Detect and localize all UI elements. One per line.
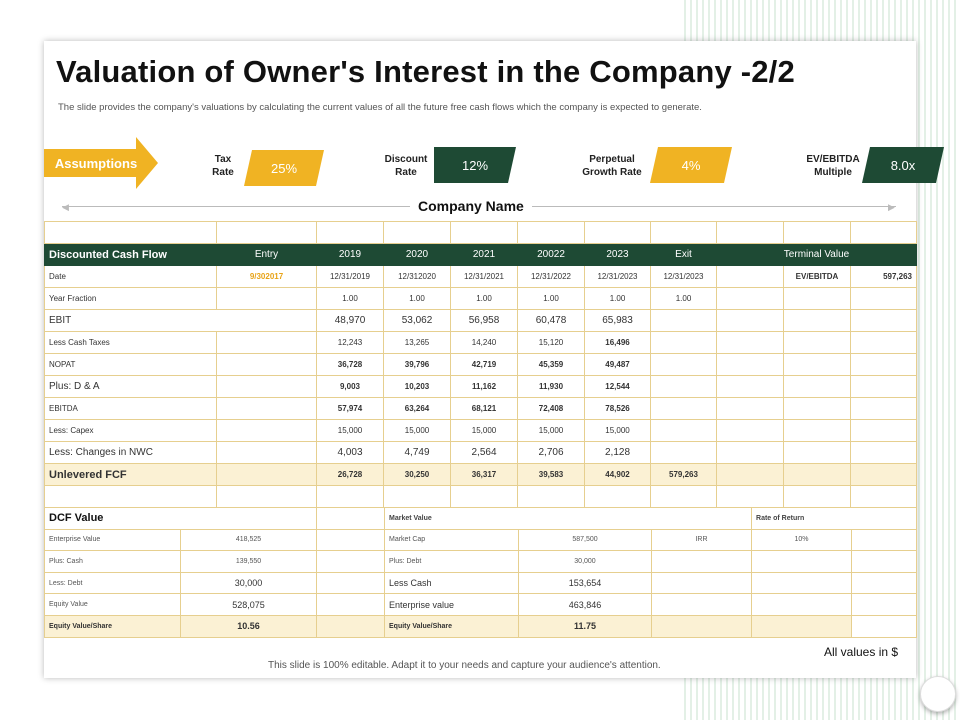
table-cell <box>784 464 851 486</box>
row-label: Year Fraction <box>45 288 217 310</box>
table-cell: 12/312020 <box>384 266 451 288</box>
table-cell: 1.00 <box>451 288 518 310</box>
row-label: Enterprise value <box>385 594 519 616</box>
table-cell <box>784 420 851 442</box>
table-row <box>45 332 917 354</box>
table-cell <box>851 398 917 420</box>
table-cell: 12/31/2023 <box>585 266 651 288</box>
dcf-value-title: DCF Value <box>45 508 317 530</box>
row-label: Less Cash <box>385 572 519 594</box>
ev-ebitda-label-line2: Multiple <box>814 167 852 178</box>
table-cell <box>752 594 852 616</box>
table-cell: 528,075 <box>181 594 317 616</box>
discount-rate-label <box>378 153 434 179</box>
table-cell <box>851 420 917 442</box>
table-cell <box>784 398 851 420</box>
table-row <box>45 266 917 288</box>
table-cell <box>717 398 784 420</box>
row-label: Unlevered FCF <box>45 464 217 486</box>
table-cell <box>651 376 717 398</box>
valuation-table <box>44 507 917 638</box>
rate-of-return-title: Rate of Return <box>752 508 917 530</box>
table-row <box>45 398 917 420</box>
perpetual-growth-box <box>650 147 732 183</box>
table-cell <box>784 310 851 332</box>
header-cell: Terminal Value <box>717 244 917 266</box>
table-cell: 1.00 <box>384 288 451 310</box>
tax-rate-box <box>244 150 324 186</box>
table-cell <box>651 420 717 442</box>
table-cell: 4,749 <box>384 442 451 464</box>
slide-subtitle: The slide provides the company's valuations by calculating the current values of all the future free cash flows which the company is expected to generate. <box>58 102 702 113</box>
table-cell: 30,250 <box>384 464 451 486</box>
table-cell: 2,128 <box>585 442 651 464</box>
tax-rate-label-line1: Tax <box>214 154 232 165</box>
arrow-right-icon: ▶ <box>888 202 895 212</box>
table-row <box>45 594 917 616</box>
table-cell <box>752 572 852 594</box>
table-cell <box>652 615 752 637</box>
row-label: Less: Changes in NWC <box>45 442 217 464</box>
all-values-note: All values in $ <box>824 645 899 659</box>
table-cell <box>852 615 917 637</box>
table-cell <box>851 310 917 332</box>
table-cell <box>651 442 717 464</box>
table-cell: 12/31/2021 <box>451 266 518 288</box>
tax-rate-label <box>198 153 248 179</box>
table-cell: 48,970 <box>317 310 384 332</box>
table-cell: 72,408 <box>518 398 585 420</box>
table-row <box>45 442 917 464</box>
row-label: Less: Debt <box>45 572 181 594</box>
table-cell <box>651 398 717 420</box>
table-cell <box>717 376 784 398</box>
table-cell <box>652 594 752 616</box>
table-cell: IRR <box>652 529 752 551</box>
market-value-title: Market Value <box>385 508 752 530</box>
table-cell <box>784 442 851 464</box>
table-cell: 60,478 <box>518 310 585 332</box>
table-row <box>45 354 917 376</box>
table-cell: 68,121 <box>451 398 518 420</box>
table-cell <box>851 354 917 376</box>
table-cell <box>317 508 385 530</box>
table-cell: 53,062 <box>384 310 451 332</box>
row-label: Equity Value/Share <box>385 615 519 637</box>
ev-ebitda-box <box>862 147 944 183</box>
table-cell <box>752 551 852 573</box>
table-cell: 11,930 <box>518 376 585 398</box>
table-row <box>45 572 917 594</box>
table-cell: 56,958 <box>451 310 518 332</box>
table-cell <box>217 398 317 420</box>
table-cell: EV/EBITDA <box>784 266 851 288</box>
table-cell: 57,974 <box>317 398 384 420</box>
table-cell <box>717 332 784 354</box>
table-cell: 12/31/2023 <box>651 266 717 288</box>
table-cell: 9,003 <box>317 376 384 398</box>
header-cell: 2021 <box>451 244 518 266</box>
dcf-header-row <box>45 244 917 266</box>
table-cell: 12,243 <box>317 332 384 354</box>
discount-rate-value: 12% <box>461 157 489 173</box>
table-cell: 463,846 <box>519 594 652 616</box>
table-cell <box>317 594 385 616</box>
discount-rate-box <box>434 147 516 183</box>
table-cell <box>784 376 851 398</box>
table-cell: 78,526 <box>585 398 651 420</box>
table-row <box>45 551 917 573</box>
table-cell: 15,000 <box>518 420 585 442</box>
table-cell: 139,550 <box>181 551 317 573</box>
table-cell: 15,000 <box>317 420 384 442</box>
row-label: Equity Value/Share <box>45 615 181 637</box>
company-name: Company Name <box>410 198 532 214</box>
table-cell <box>217 442 317 464</box>
table-cell <box>717 420 784 442</box>
row-label: EBITDA <box>45 398 217 420</box>
table-cell: 65,983 <box>585 310 651 332</box>
row-label: Plus: Cash <box>45 551 181 573</box>
perpetual-growth-value: 4% <box>681 157 701 173</box>
table-cell: 9/302017 <box>217 266 317 288</box>
arrow-left-icon: ◀ <box>62 202 69 212</box>
header-cell: Discounted Cash Flow <box>45 244 217 266</box>
table-row <box>45 486 917 508</box>
tax-rate-label-line2: Rate <box>212 167 234 178</box>
table-cell: 1.00 <box>518 288 585 310</box>
table-cell <box>317 529 385 551</box>
table-cell: 15,000 <box>384 420 451 442</box>
slide-footer: This slide is 100% editable. Adapt it to your needs and capture your audience's attention. <box>268 660 661 671</box>
table-cell: 10% <box>752 529 852 551</box>
header-cell: 2023 <box>585 244 651 266</box>
table-cell: 579,263 <box>651 464 717 486</box>
table-cell <box>652 572 752 594</box>
table-cell: 11,162 <box>451 376 518 398</box>
table-cell: 39,583 <box>518 464 585 486</box>
slide-title: Valuation of Owner's Interest in the Company -2/2 <box>56 54 795 89</box>
table-cell: 153,654 <box>519 572 652 594</box>
row-label: Less Cash Taxes <box>45 332 217 354</box>
ev-ebitda-value: 8.0x <box>890 157 916 173</box>
corner-circle-icon[interactable] <box>920 676 956 712</box>
table-cell: 30,000 <box>519 551 652 573</box>
assumptions-label: Assumptions <box>54 155 138 171</box>
table-cell <box>752 615 852 637</box>
table-cell <box>651 332 717 354</box>
row-label: NOPAT <box>45 354 217 376</box>
table-cell: 597,263 <box>851 266 917 288</box>
table-cell: 26,728 <box>317 464 384 486</box>
table-cell: 418,525 <box>181 529 317 551</box>
table-cell: 4,003 <box>317 442 384 464</box>
table-row <box>45 420 917 442</box>
table-cell: 13,265 <box>384 332 451 354</box>
table-cell <box>852 572 917 594</box>
row-label: Market Cap <box>385 529 519 551</box>
table-cell: 15,000 <box>451 420 518 442</box>
header-cell: 2020 <box>384 244 451 266</box>
table-cell <box>717 464 784 486</box>
table-cell <box>651 310 717 332</box>
table-cell <box>217 420 317 442</box>
table-cell <box>784 354 851 376</box>
table-cell: 12/31/2019 <box>317 266 384 288</box>
ev-ebitda-label-line1: EV/EBITDA <box>806 154 860 165</box>
table-cell: 12/31/2022 <box>518 266 585 288</box>
table-cell <box>217 464 317 486</box>
table-cell: 12,544 <box>585 376 651 398</box>
table-cell: 15,000 <box>585 420 651 442</box>
row-label: Equity Value <box>45 594 181 616</box>
header-cell: Exit <box>651 244 717 266</box>
table-row <box>45 310 917 332</box>
table-cell: 2,564 <box>451 442 518 464</box>
table-cell <box>217 354 317 376</box>
table-cell <box>717 266 784 288</box>
table-cell <box>317 572 385 594</box>
table-cell <box>717 288 784 310</box>
row-label: Date <box>45 266 217 288</box>
table-cell: 10.56 <box>181 615 317 637</box>
table-row <box>45 222 917 244</box>
row-label: Plus: D & A <box>45 376 217 398</box>
table-cell <box>851 288 917 310</box>
row-label: Less: Capex <box>45 420 217 442</box>
table-cell <box>852 529 917 551</box>
table-cell: 42,719 <box>451 354 518 376</box>
table-cell: 49,487 <box>585 354 651 376</box>
dcf-table <box>44 221 917 508</box>
table-row <box>45 615 917 637</box>
table-row <box>45 288 917 310</box>
header-cell: 20022 <box>518 244 585 266</box>
header-cell: Entry <box>217 244 317 266</box>
perpetual-growth-label-line2: Growth Rate <box>582 167 642 178</box>
table-cell: 10,203 <box>384 376 451 398</box>
table-cell: 16,496 <box>585 332 651 354</box>
unlevered-fcf-row <box>45 464 917 486</box>
row-label: Plus: Debt <box>385 551 519 573</box>
table-cell: 14,240 <box>451 332 518 354</box>
table-cell: 15,120 <box>518 332 585 354</box>
row-label: Enterprise Value <box>45 529 181 551</box>
table-cell: 44,902 <box>585 464 651 486</box>
table-cell <box>652 551 752 573</box>
table-cell <box>317 551 385 573</box>
discount-rate-label-line1: Discount <box>384 154 428 165</box>
ev-ebitda-label <box>800 153 866 179</box>
table-cell <box>852 551 917 573</box>
header-cell: 2019 <box>317 244 384 266</box>
table-cell: 1.00 <box>585 288 651 310</box>
table-cell <box>717 442 784 464</box>
table-cell <box>717 354 784 376</box>
table-cell <box>217 332 317 354</box>
perpetual-growth-label-line1: Perpetual <box>589 154 635 165</box>
table-cell <box>784 332 851 354</box>
row-label: EBIT <box>45 310 317 332</box>
table-row <box>45 508 917 530</box>
table-cell <box>852 594 917 616</box>
table-cell <box>717 310 784 332</box>
table-cell: 63,264 <box>384 398 451 420</box>
table-cell <box>217 288 317 310</box>
table-row <box>45 376 917 398</box>
table-cell: 587,500 <box>519 529 652 551</box>
table-cell: 39,796 <box>384 354 451 376</box>
assumptions-arrow <box>44 137 158 189</box>
table-cell <box>851 464 917 486</box>
table-cell <box>851 376 917 398</box>
perpetual-growth-label <box>572 153 652 179</box>
table-cell <box>217 376 317 398</box>
table-cell: 36,317 <box>451 464 518 486</box>
table-cell: 11.75 <box>519 615 652 637</box>
table-cell: 45,359 <box>518 354 585 376</box>
table-row <box>45 529 917 551</box>
discount-rate-label-line2: Rate <box>395 167 417 178</box>
table-cell: 1.00 <box>317 288 384 310</box>
table-cell <box>317 615 385 637</box>
tax-rate-value: 25% <box>270 160 298 176</box>
table-cell <box>651 354 717 376</box>
table-cell: 36,728 <box>317 354 384 376</box>
table-cell <box>784 288 851 310</box>
table-cell <box>851 442 917 464</box>
table-cell: 30,000 <box>181 572 317 594</box>
table-cell: 1.00 <box>651 288 717 310</box>
table-cell: 2,706 <box>518 442 585 464</box>
table-cell <box>851 332 917 354</box>
